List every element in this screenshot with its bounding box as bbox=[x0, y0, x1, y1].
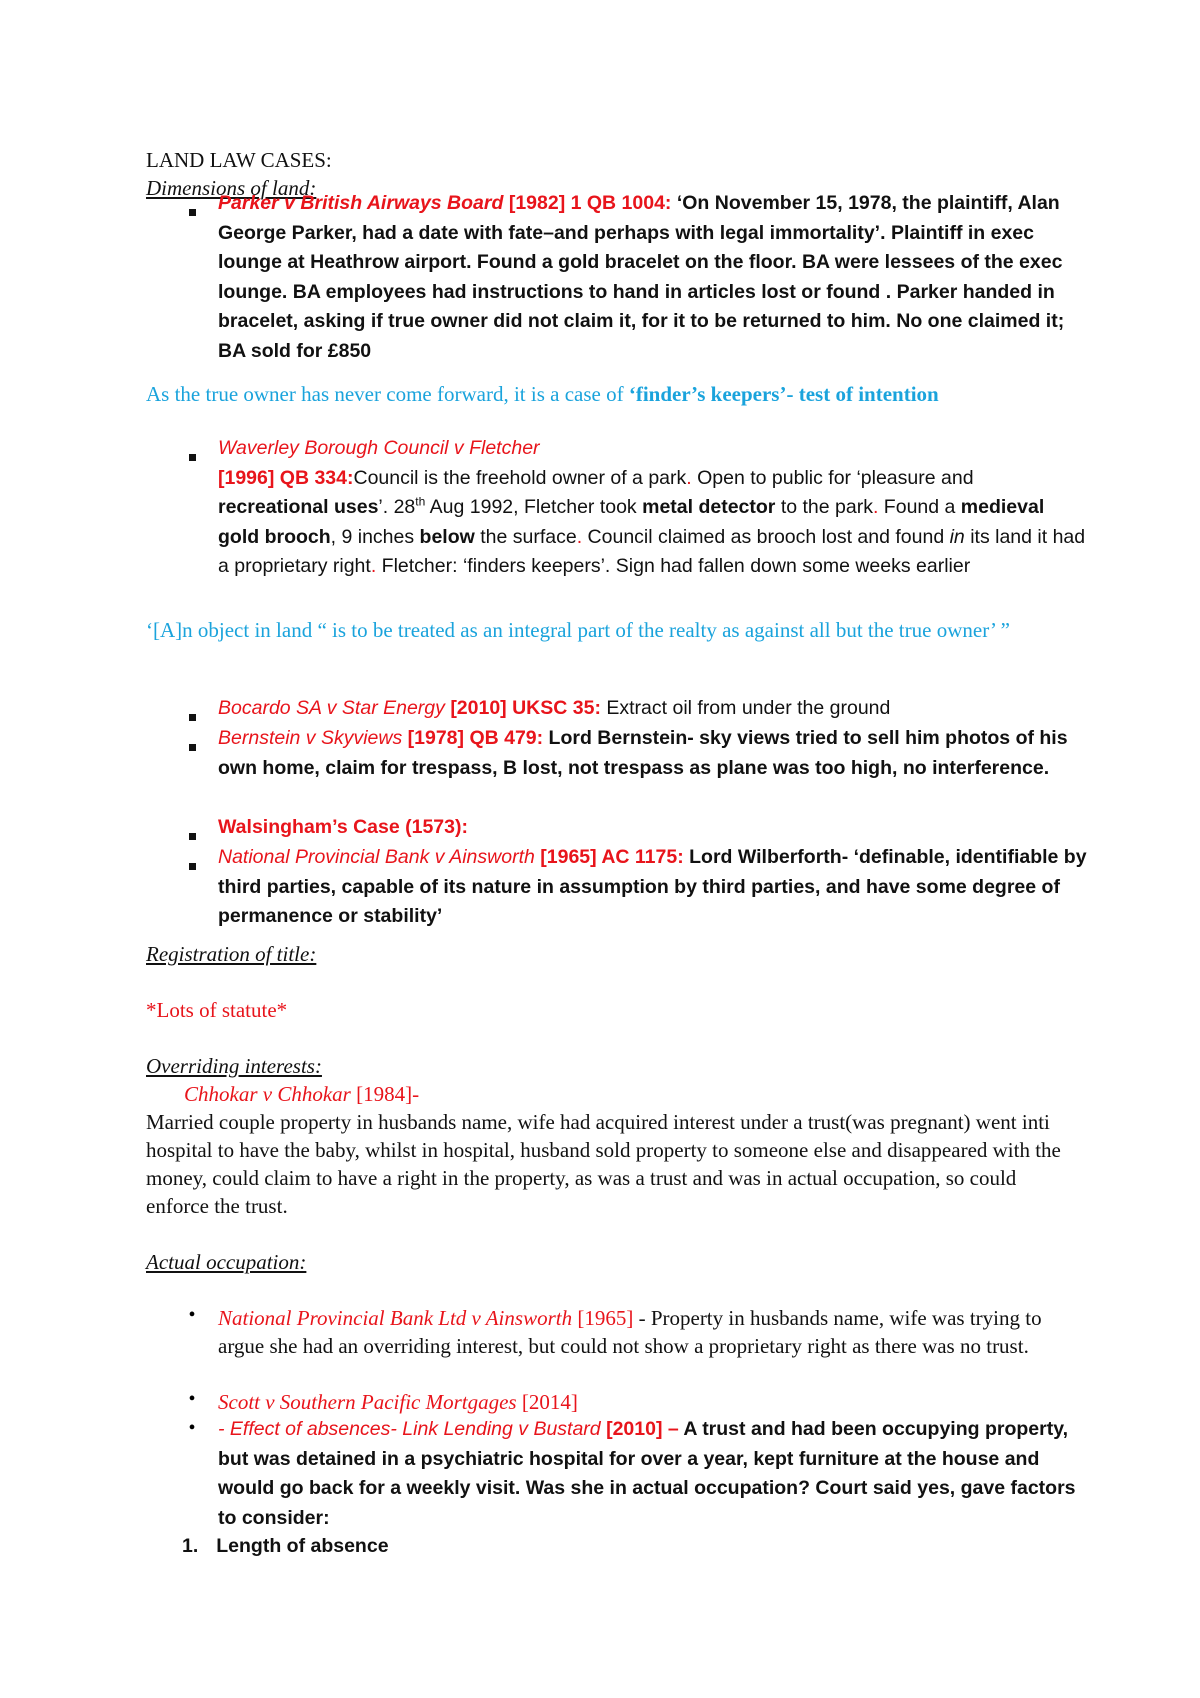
case-text: Open to public for ‘pleasure and bbox=[691, 466, 974, 489]
case-chhokar-text: Married couple property in husbands name, wife had acquired interest under a trust(was pregnant) went inti hospital to have the baby, whilst in hospital, husband sold property to someone else and disappeared with the money, could claim to have a right in the property, as was a trust and was in actual occupation, so could enforce the trust. bbox=[146, 1110, 1061, 1218]
bullet-icon bbox=[183, 827, 201, 845]
list-number: 1. bbox=[182, 1535, 199, 1557]
case-text: A trust and had been occupying property, but was detained in a psychiatric hospital for over a year, kept furniture at the house and would go back for a weekly visit. Was she in actual occupation? Court said yes, gave factors to consider: bbox=[218, 1418, 1076, 1529]
period: . bbox=[872, 496, 879, 518]
period: . bbox=[576, 525, 583, 548]
period: . bbox=[686, 466, 692, 489]
bullet-icon bbox=[183, 448, 201, 466]
case-text: ‘On November 15, 1978, the plaintiff, Alan George Parker, had a date with fate–and perhaps with legal immortality’. Plaintiff in exec lounge at Heathrow airport. Found a gold bracelet on the floor. BA were lessees of the exec lounge. BA employees had instructions to hand in articles lost or found . Parker handed in bracelet, asking if true owner did not claim it, for it to be returned to him. No one claimed it; BA sold for £850 bbox=[218, 192, 1065, 362]
case-citation: [1978] QB 479: bbox=[407, 727, 544, 749]
statute-note: *Lots of statute* bbox=[146, 998, 288, 1022]
case-text: Lord Wilberforth- ‘definable, identifiable by third parties, capable of its nature in assumption by third parties, and have some degree of permanence or stability’ bbox=[218, 846, 1087, 927]
parker-note bbox=[146, 380, 1076, 408]
case-text: medieval gold brooch bbox=[218, 496, 1045, 548]
case-citation: [1982] 1 QB 1004: bbox=[508, 192, 672, 214]
case-citation: [1965] bbox=[577, 1306, 634, 1330]
case-scott bbox=[218, 1388, 1088, 1416]
case-text: metal detector bbox=[642, 496, 776, 518]
case-citation: [2010] – bbox=[606, 1418, 679, 1440]
case-text: Council claimed as brooch lost and found bbox=[582, 525, 950, 548]
case-walsingham: Walsingham’s Case (1573): bbox=[218, 816, 468, 838]
case-prefix: - Effect of absences- bbox=[218, 1418, 397, 1440]
case-name: Link Lending v Bustard bbox=[402, 1418, 601, 1440]
case-text: Found a bbox=[878, 496, 961, 518]
section-heading-registration: Registration of title: bbox=[146, 942, 317, 966]
case-text: recreational uses bbox=[218, 496, 379, 518]
ordinal-suffix: th bbox=[415, 494, 426, 509]
case-bocardo bbox=[218, 694, 1088, 724]
case-chhokar-title bbox=[184, 1080, 419, 1108]
case-name: Scott v Southern Pacific Mortgages bbox=[218, 1390, 517, 1414]
case-citation: [2014] bbox=[521, 1390, 578, 1414]
case-text: to the park bbox=[775, 496, 873, 518]
case-citation: [1965] AC 1175: bbox=[540, 846, 684, 868]
case-name: Waverley Borough Council v Fletcher bbox=[218, 437, 540, 459]
note-emphasis: ‘finder’s keepers’- test of intention bbox=[628, 382, 939, 406]
bullet-icon: • bbox=[188, 1304, 196, 1326]
case-text: ’. 28 bbox=[378, 496, 416, 518]
case-text: below bbox=[419, 525, 475, 548]
case-text: , 9 inches bbox=[330, 525, 420, 548]
case-text: Fletcher: ‘finders keepers’. Sign had fallen down some weeks earlier bbox=[376, 555, 971, 577]
section-heading-dimensions: Dimensions of land: bbox=[146, 176, 317, 200]
case-link-lending bbox=[218, 1415, 1088, 1533]
case-text: - Property in husbands name, wife was trying to argue she had an overriding interest, but could not show a proprietary right as there was no trust. bbox=[218, 1306, 1042, 1358]
case-waverley bbox=[218, 434, 1088, 582]
bullet-icon bbox=[183, 738, 201, 756]
case-npb-ltd bbox=[218, 1304, 1088, 1360]
case-citation: [2010] UKSC 35: bbox=[450, 697, 601, 719]
case-text: in bbox=[949, 525, 965, 548]
case-text: Extract oil from under the ground bbox=[600, 697, 891, 719]
numbered-item bbox=[182, 1532, 389, 1562]
case-name: National Provincial Bank Ltd v Ainsworth bbox=[218, 1306, 573, 1330]
case-citation: [1984]- bbox=[356, 1082, 420, 1106]
case-text: Lord Bernstein- sky views tried to sell him photos of his own home, claim for trespass, B lost, not trespass as plane was too high, no interference. bbox=[218, 727, 1068, 779]
case-text: Council is the freehold owner of a park bbox=[353, 466, 687, 489]
case-name: National Provincial Bank v Ainsworth bbox=[218, 846, 535, 868]
bullet-icon: • bbox=[188, 1388, 196, 1410]
section-heading-actual: Actual occupation: bbox=[146, 1250, 307, 1274]
case-text: its land it had a proprietary right bbox=[218, 525, 1086, 577]
bullet-icon: • bbox=[188, 1417, 196, 1439]
list-text: Length of absence bbox=[216, 1535, 389, 1557]
note-text: As the true owner has never come forward, it is a case of bbox=[146, 382, 629, 406]
case-text: the surface bbox=[474, 525, 577, 548]
bullet-icon bbox=[183, 203, 201, 221]
case-parker bbox=[218, 189, 1088, 366]
bullet-icon bbox=[183, 708, 201, 726]
case-bernstein bbox=[218, 724, 1088, 783]
case-name: Bocardo SA v Star Energy bbox=[218, 697, 445, 719]
document-title: LAND LAW CASES: bbox=[146, 148, 332, 172]
case-name: Parker v British Airways Board bbox=[218, 192, 504, 214]
section-heading-overriding: Overriding interests: bbox=[146, 1054, 322, 1078]
case-citation: [1996] QB 334: bbox=[218, 466, 354, 489]
case-name: Chhokar v Chhokar bbox=[184, 1082, 351, 1106]
period: . bbox=[370, 555, 377, 577]
case-ainsworth bbox=[218, 843, 1088, 932]
case-name: Bernstein v Skyviews bbox=[218, 727, 403, 749]
case-text: Aug 1992, Fletcher took bbox=[425, 496, 643, 518]
bullet-icon bbox=[183, 857, 201, 875]
waverley-quote: ‘[A]n object in land “ is to be treated as an integral part of the realty as against all but the true owner’ ” bbox=[146, 618, 1010, 642]
